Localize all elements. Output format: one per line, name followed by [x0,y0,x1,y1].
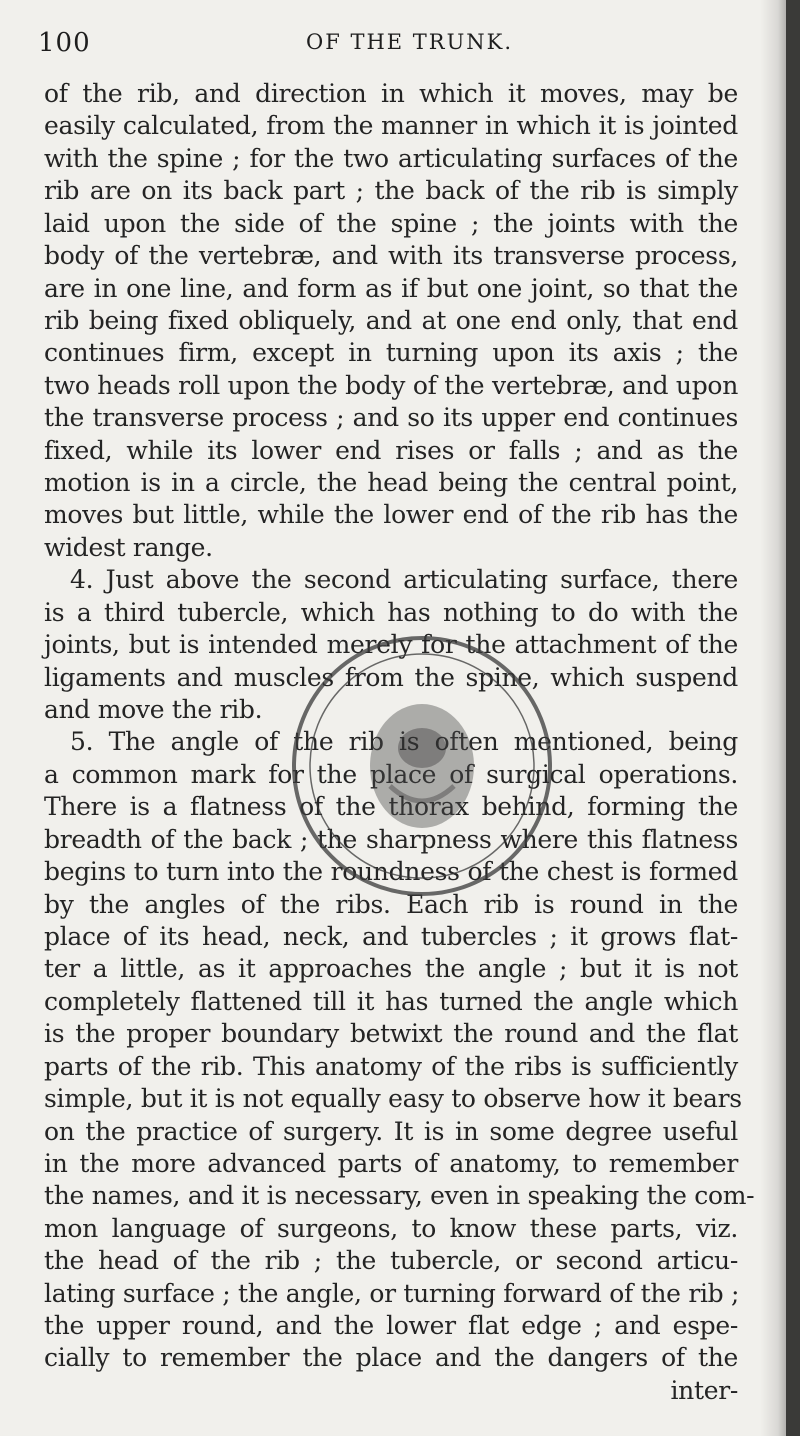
catchword: inter- [670,1375,738,1405]
text-line: by the angles of the ribs. Each rib is round in the [44,889,738,919]
text-line: continues firm, except in turning upon its axis ; the [44,338,738,368]
text-line: a common mark for the place of surgical operations. [44,759,738,789]
text-line: the upper round, and the lower flat edge ; and espe- [44,1311,738,1341]
text-line: widest range. [44,532,213,562]
text-line: with the spine ; for the two articulating surfaces of the [44,143,738,173]
paragraph-4-start: 4. Just above the second articulating surface, there [70,565,738,595]
text-line: place of its head, neck, and tubercles ; it grows flat- [44,921,738,951]
text-line: motion is in a circle, the head being the central point, [44,468,738,498]
text-line: mon language of surgeons, to know these parts, viz. [44,1213,738,1243]
text-line: are in one line, and form as if but one joint, so that the [44,273,738,303]
text-line: parts of the rib. This anatomy of the ribs is sufficiently [44,1051,738,1081]
text-line: is the proper boundary betwixt the round and the flat [44,1019,738,1049]
running-head: OF THE TRUNK. [306,30,514,54]
text-line: completely flattened till it has turned the angle which [44,986,738,1016]
text-line: in the more advanced parts of anatomy, to remember [44,1148,738,1178]
text-line: breadth of the back ; the sharpness where this flatness [44,824,738,854]
page-header [38,26,738,60]
text-line: simple, but it is not equally easy to observe how it bears [44,1084,742,1114]
text-line: rib are on its back part ; the back of the rib is simply [44,176,738,206]
page-edge [786,0,800,1436]
body-text [44,78,755,1407]
text-line: ter a little, as it approaches the angle ; but it is not [44,954,738,984]
text-line: joints, but is intended merely for the attachment of the [44,630,738,660]
text-line: There is a flatness of the thorax behind, forming the [44,792,738,822]
text-line: the transverse process ; and so its upper end continues [44,403,738,433]
page-number: 100 [38,28,91,58]
text-line: body of the vertebræ, and with its transverse process, [44,241,738,271]
text-line: laid upon the side of the spine ; the joints with the [44,208,738,238]
text-line: and move the rib. [44,695,263,725]
text-line: two heads roll upon the body of the vertebræ, and upon [44,370,738,400]
text-line: on the practice of surgery. It is in some degree useful [44,1116,738,1146]
text-line: cially to remember the place and the dangers of the [44,1343,738,1373]
text-line: the head of the rib ; the tubercle, or second articu- [44,1246,738,1276]
text-line: easily calculated, from the manner in which it is jointed [44,111,738,141]
paragraph-5-start: 5. The angle of the rib is often mentioned, being [70,727,738,757]
text-line: lating surface ; the angle, or turning forward of the rib ; [44,1278,740,1308]
text-line: is a third tubercle, which has nothing to do with the [44,597,738,627]
text-line: begins to turn into the roundness of the chest is formed [44,857,738,887]
text-line: ligaments and muscles from the spine, which suspend [44,662,738,692]
text-line: fixed, while its lower end rises or falls ; and as the [44,435,738,465]
text-line: moves but little, while the lower end of the rib has the [44,500,738,530]
text-line: rib being fixed obliquely, and at one end only, that end [44,305,738,335]
text-line: of the rib, and direction in which it moves, may be [44,79,738,108]
text-line: the names, and it is necessary, even in speaking the com- [44,1181,755,1211]
